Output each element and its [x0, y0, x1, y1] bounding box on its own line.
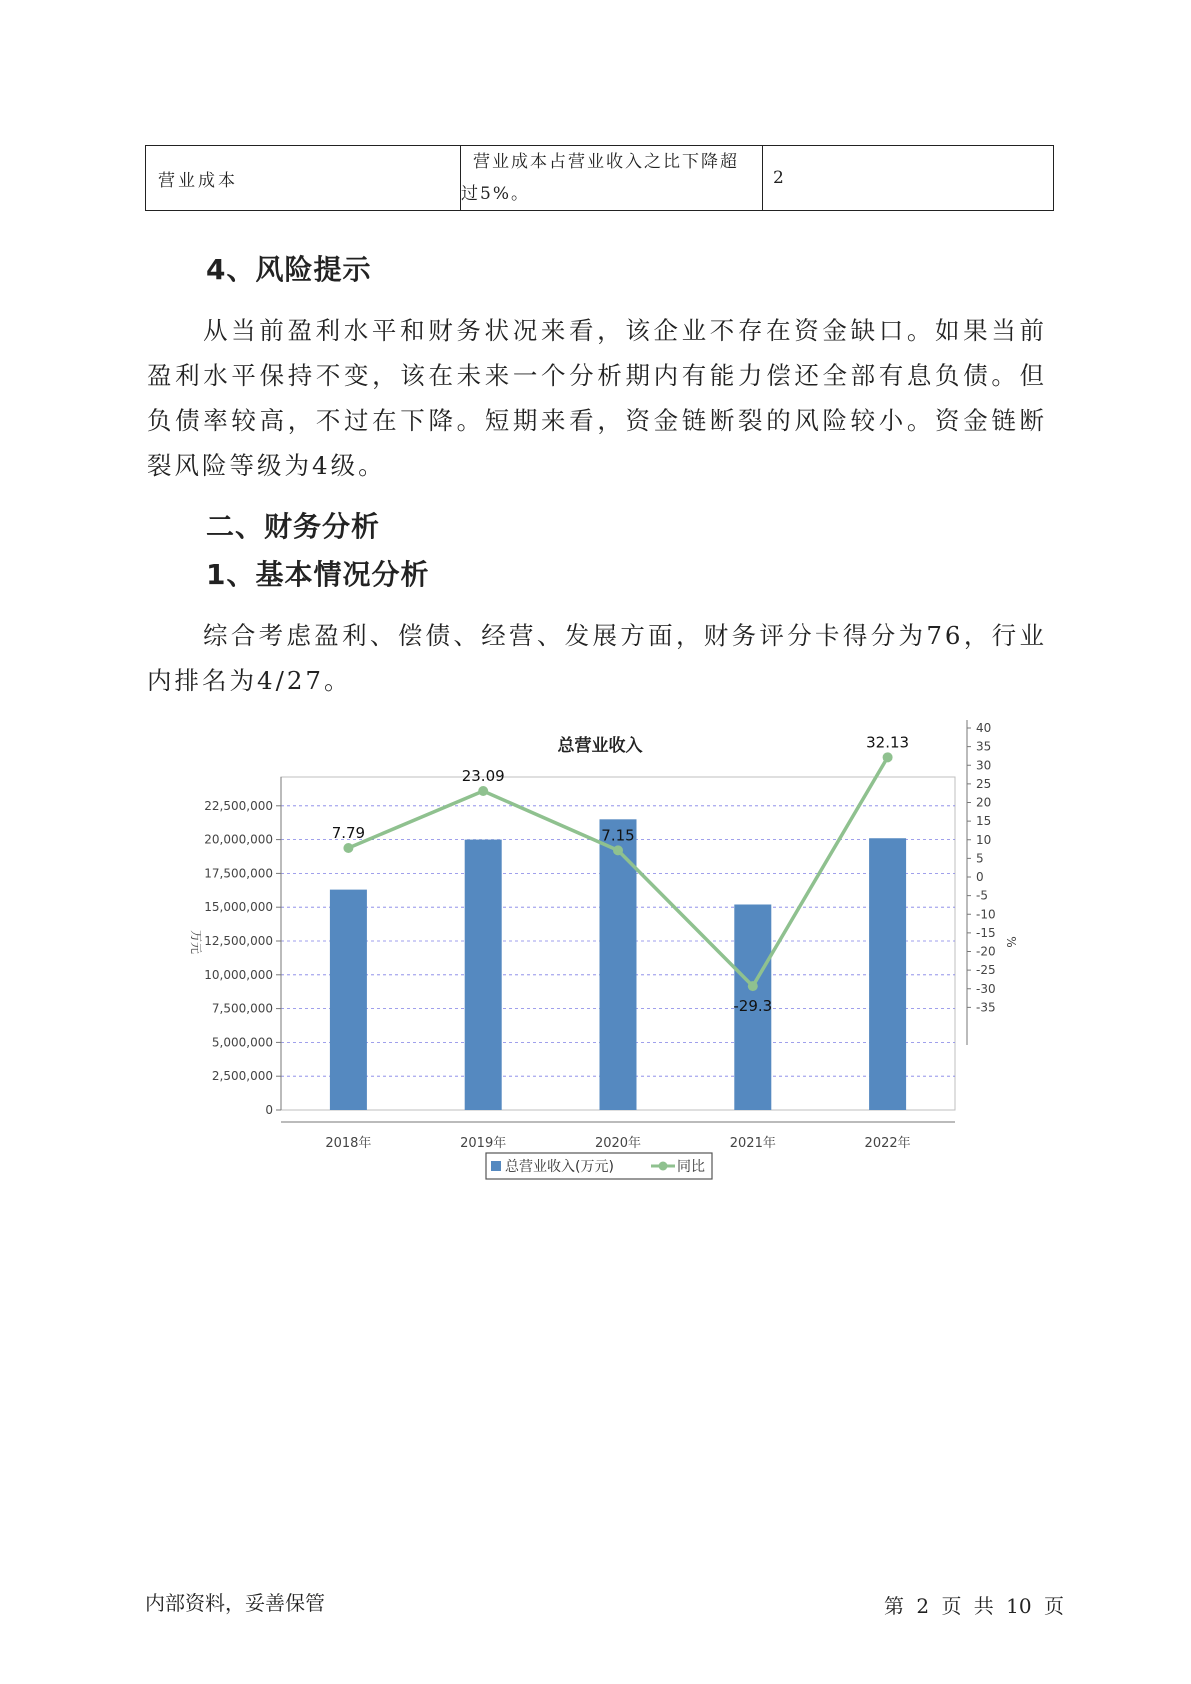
y2-tick-label: -20	[976, 944, 996, 959]
y2-tick-label: -35	[976, 1000, 996, 1015]
y2-tick-label: 10	[976, 832, 992, 847]
legend	[486, 1153, 712, 1179]
x-tick-label: 2019年	[460, 1136, 507, 1151]
data-label: 23.09	[461, 766, 505, 785]
condition-line-1: 营业成本占营业收入之比下降超	[473, 152, 739, 172]
data-label: 7.79	[331, 823, 366, 842]
table-row	[146, 146, 1054, 211]
footer-confidential: 内部资料，妥善保管	[145, 1591, 325, 1615]
y2-tick-label: 0	[976, 870, 984, 884]
yoy-point	[343, 843, 353, 853]
y-tick-label: 2,500,000	[211, 1069, 273, 1084]
y2-tick-label: 20	[976, 795, 992, 810]
y2-tick-label: -10	[976, 907, 996, 922]
y2-tick-label: 15	[976, 814, 992, 829]
x-tick-label: 2020年	[594, 1136, 642, 1151]
y2-tick-label: 40	[976, 721, 992, 735]
y-tick-label: 5,000,000	[211, 1035, 273, 1050]
legend-line-marker	[659, 1162, 668, 1171]
y2-tick-label: 30	[976, 758, 992, 773]
bar	[465, 840, 502, 1110]
table-cell-item: 营业成本	[146, 146, 461, 211]
basic-heading: 1、基本情况分析	[206, 558, 430, 591]
bar	[869, 838, 906, 1110]
x-tick-label: 2021年	[729, 1136, 776, 1151]
y-tick-label: 0	[265, 1103, 273, 1117]
y2-tick-label: 5	[976, 851, 984, 866]
legend-bar-label: 总营业收入(万元)	[505, 1159, 614, 1175]
yoy-point	[613, 845, 623, 855]
y-axis-label: 万元	[189, 929, 203, 955]
data-label: 7.15	[601, 826, 635, 845]
y2-tick-label: 35	[976, 739, 992, 754]
y-tick-label: 17,500,000	[204, 866, 273, 881]
yoy-point	[478, 786, 488, 796]
bars-group	[330, 819, 906, 1110]
y-tick-label: 12,500,000	[204, 934, 273, 948]
x-tick-label: 2022年	[864, 1136, 911, 1151]
x-tick-label: 2018年	[325, 1136, 372, 1151]
finance-heading: 二、财务分析	[206, 510, 381, 543]
revenue-chart	[0, 720, 1191, 1190]
legend-line-label: 同比	[677, 1159, 705, 1175]
table-cell-score: 2	[763, 146, 1054, 211]
data-label: 32.13	[866, 733, 910, 752]
data-label: -29.3	[733, 997, 773, 1016]
yoy-point	[748, 981, 758, 991]
y2-axis-label: %	[1004, 936, 1018, 948]
y2-tick-label: 25	[976, 776, 992, 791]
basic-paragraph: 综合考虑盈利、偿债、经营、发展方面，财务评分卡得分为76，行业内排名为4/27。	[147, 621, 1047, 695]
y2-tick-label: -30	[976, 981, 996, 996]
legend-bar-swatch	[491, 1161, 501, 1171]
y-tick-label: 15,000,000	[204, 900, 273, 915]
y2-tick-label: -15	[976, 925, 996, 940]
yoy-point	[883, 752, 893, 762]
scoring-table	[145, 145, 1054, 211]
y-tick-label: 22,500,000	[204, 798, 273, 813]
table-cell-condition	[461, 146, 763, 211]
risk-paragraph: 从当前盈利水平和财务状况来看，该企业不存在资金缺口。如果当前盈利水平保持不变，该在未来一个分析期内有能力偿还全部有息负债。但负债率较高，不过在下降。短期来看，资金链断裂的风险较小。资金链断裂风险等级为4级。	[147, 316, 1047, 480]
risk-heading: 4、风险提示	[206, 253, 372, 286]
y2-tick-label: -25	[976, 963, 996, 978]
chart-title: 总营业收入	[557, 736, 643, 756]
footer-page-number: 第 2 页 共 10 页	[884, 1594, 1064, 1618]
y-tick-label: 20,000,000	[204, 832, 273, 847]
bar	[330, 890, 367, 1110]
condition-line-2: 过5%。	[461, 184, 530, 204]
y-tick-label: 10,000,000	[204, 967, 273, 982]
y-tick-label: 7,500,000	[211, 1001, 273, 1016]
y2-tick-label: -5	[976, 888, 988, 903]
